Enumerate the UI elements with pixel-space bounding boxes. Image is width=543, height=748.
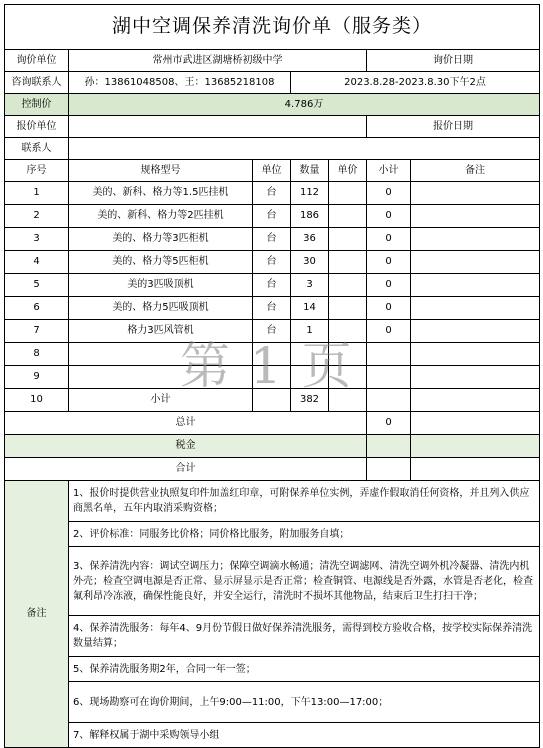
row-unit: 台 [253, 251, 291, 274]
note-item: 7、解释权属于湖中采购领导小组 [69, 723, 540, 748]
row-spec [69, 366, 253, 389]
inquiry-unit-label: 询价单位 [5, 50, 69, 72]
note-item: 3、保养清洗内容：调试空调压力；保障空调滴水畅通；清洗空调滤网、清洗空调外机冷凝器、清洗内机外壳；检查空调电源是否正常、显示屏显示是否正常；检查铜管、电源线是否外露，水管是否老化，检查氟利昂冷冻液，确保性能良好，并安全运行，清洗时不损坏其他物品，结束后卫生打扫干净； [69, 547, 540, 616]
row-spec: 美的、新科、格力等1.5匹挂机 [69, 182, 253, 205]
note-item: 1、报价时提供营业执照复印件加盖红印章，可附保养单位实例，弄虚作假取消任何资格，并且列入供应商黑名单，五年内取消采购资格； [69, 481, 540, 522]
row-unit: 台 [253, 205, 291, 228]
row-unit: 台 [253, 228, 291, 251]
row-price [329, 366, 367, 389]
row-no: 5 [5, 274, 69, 297]
row-price [329, 251, 367, 274]
row-qty: 186 [291, 205, 329, 228]
control-price-value: 4.786万 [69, 94, 540, 116]
row-price [329, 274, 367, 297]
row-no: 3 [5, 228, 69, 251]
row-price [329, 389, 367, 412]
row-remark [411, 343, 540, 366]
row-price [329, 205, 367, 228]
col-header-remark: 备注 [411, 160, 540, 182]
table-row [5, 228, 540, 251]
tax-label: 税金 [5, 435, 367, 458]
row-unit: 台 [253, 274, 291, 297]
notes-label: 备注 [5, 481, 69, 748]
col-header-no: 序号 [5, 160, 69, 182]
row-subtotal: 0 [367, 205, 411, 228]
col-header-subtotal: 小计 [367, 160, 411, 182]
row-remark [411, 366, 540, 389]
row-remark [411, 228, 540, 251]
row-spec: 格力3匹风管机 [69, 320, 253, 343]
grand-total-value [367, 458, 411, 481]
page-watermark: 第 1 页 [180, 337, 354, 395]
row-no: 1 [5, 182, 69, 205]
row-price [329, 182, 367, 205]
quote-unit-label: 报价单位 [5, 116, 69, 138]
row-spec: 美的3匹吸顶机 [69, 274, 253, 297]
inquiry-table [4, 4, 540, 748]
row-subtotal: 0 [367, 297, 411, 320]
date-value: 2023.8.28-2023.8.30下午2点 [291, 72, 540, 94]
row-qty: 30 [291, 251, 329, 274]
row-no: 8 [5, 343, 69, 366]
row-qty [291, 366, 329, 389]
row-remark [411, 205, 540, 228]
row-spec: 小计 [69, 389, 253, 412]
row-unit: 台 [253, 320, 291, 343]
row-subtotal: 0 [367, 228, 411, 251]
row-remark [411, 251, 540, 274]
row-subtotal: 0 [367, 182, 411, 205]
note-item: 2、评价标准：同服务比价格；同价格比服务，附加服务自填； [69, 522, 540, 547]
row-subtotal: 0 [367, 274, 411, 297]
col-header-spec: 规格型号 [69, 160, 253, 182]
row-qty: 382 [291, 389, 329, 412]
row-qty: 3 [291, 274, 329, 297]
row-subtotal [367, 343, 411, 366]
table-row [5, 343, 540, 366]
table-row [5, 205, 540, 228]
note-item: 5、保养清洗服务期2年，合同一年一签； [69, 657, 540, 682]
row-unit [253, 389, 291, 412]
row-unit: 台 [253, 297, 291, 320]
note-item: 4、保养清洗服务：每年4、9月份节假日做好保养清洗服务，需得到校方验收合格，按学校实际保养清洗数量结算； [69, 616, 540, 657]
grand-total-remark [411, 458, 540, 481]
tax-row [5, 435, 540, 458]
row-subtotal [367, 389, 411, 412]
row-no: 10 [5, 389, 69, 412]
grand-total-label: 合计 [5, 458, 367, 481]
row-qty: 112 [291, 182, 329, 205]
table-row [5, 274, 540, 297]
row-subtotal: 0 [367, 320, 411, 343]
table-row [5, 297, 540, 320]
note-item: 6、现场勘察可在询价期间，上午9:00—11:00，下午13:00—17:00； [69, 682, 540, 723]
page-title: 湖中空调保养清洗询价单（服务类） [5, 5, 540, 50]
row-subtotal: 0 [367, 251, 411, 274]
row-price [329, 228, 367, 251]
row-no: 7 [5, 320, 69, 343]
row-qty [291, 343, 329, 366]
row-spec: 美的、格力等5匹柜机 [69, 251, 253, 274]
row-unit [253, 343, 291, 366]
row-unit [253, 366, 291, 389]
row-spec: 美的、格力5匹吸顶机 [69, 297, 253, 320]
row-no: 9 [5, 366, 69, 389]
total-label: 总计 [5, 412, 367, 435]
row-no: 2 [5, 205, 69, 228]
table-row [5, 366, 540, 389]
tax-value [367, 435, 411, 458]
col-header-unit: 单位 [253, 160, 291, 182]
row-qty: 36 [291, 228, 329, 251]
table-row [5, 182, 540, 205]
table-row [5, 251, 540, 274]
col-header-qty: 数量 [291, 160, 329, 182]
row-remark [411, 320, 540, 343]
col-header-price: 单价 [329, 160, 367, 182]
total-value: 0 [367, 412, 411, 435]
row-remark [411, 182, 540, 205]
subtotal-row [5, 389, 540, 412]
table-row [5, 320, 540, 343]
quote-contact-label: 联系人 [5, 138, 69, 160]
row-no: 6 [5, 297, 69, 320]
row-price [329, 343, 367, 366]
quote-unit-value [69, 116, 367, 138]
total-remark [411, 412, 540, 435]
total-row [5, 412, 540, 435]
row-remark [411, 274, 540, 297]
inquiry-unit-value: 常州市武进区湖塘桥初级中学 [69, 50, 367, 72]
row-unit: 台 [253, 182, 291, 205]
row-no: 4 [5, 251, 69, 274]
row-remark [411, 297, 540, 320]
contact-value: 孙：13861048508、王：13685218108 [69, 72, 291, 94]
row-qty: 14 [291, 297, 329, 320]
tax-remark [411, 435, 540, 458]
quote-date-label: 报价日期 [367, 116, 540, 138]
row-spec: 美的、新科、格力等2匹挂机 [69, 205, 253, 228]
row-qty: 1 [291, 320, 329, 343]
inquiry-sheet [4, 4, 539, 741]
row-price [329, 297, 367, 320]
row-price [329, 320, 367, 343]
row-spec: 美的、格力等3匹柜机 [69, 228, 253, 251]
contact-label: 咨询联系人 [5, 72, 69, 94]
inquiry-date-label: 询价日期 [367, 50, 540, 72]
row-subtotal [367, 366, 411, 389]
control-price-label: 控制价 [5, 94, 69, 116]
column-header-row [5, 160, 540, 182]
quote-contact-value [69, 138, 540, 160]
row-spec [69, 343, 253, 366]
grand-total-row [5, 458, 540, 481]
row-remark [411, 389, 540, 412]
